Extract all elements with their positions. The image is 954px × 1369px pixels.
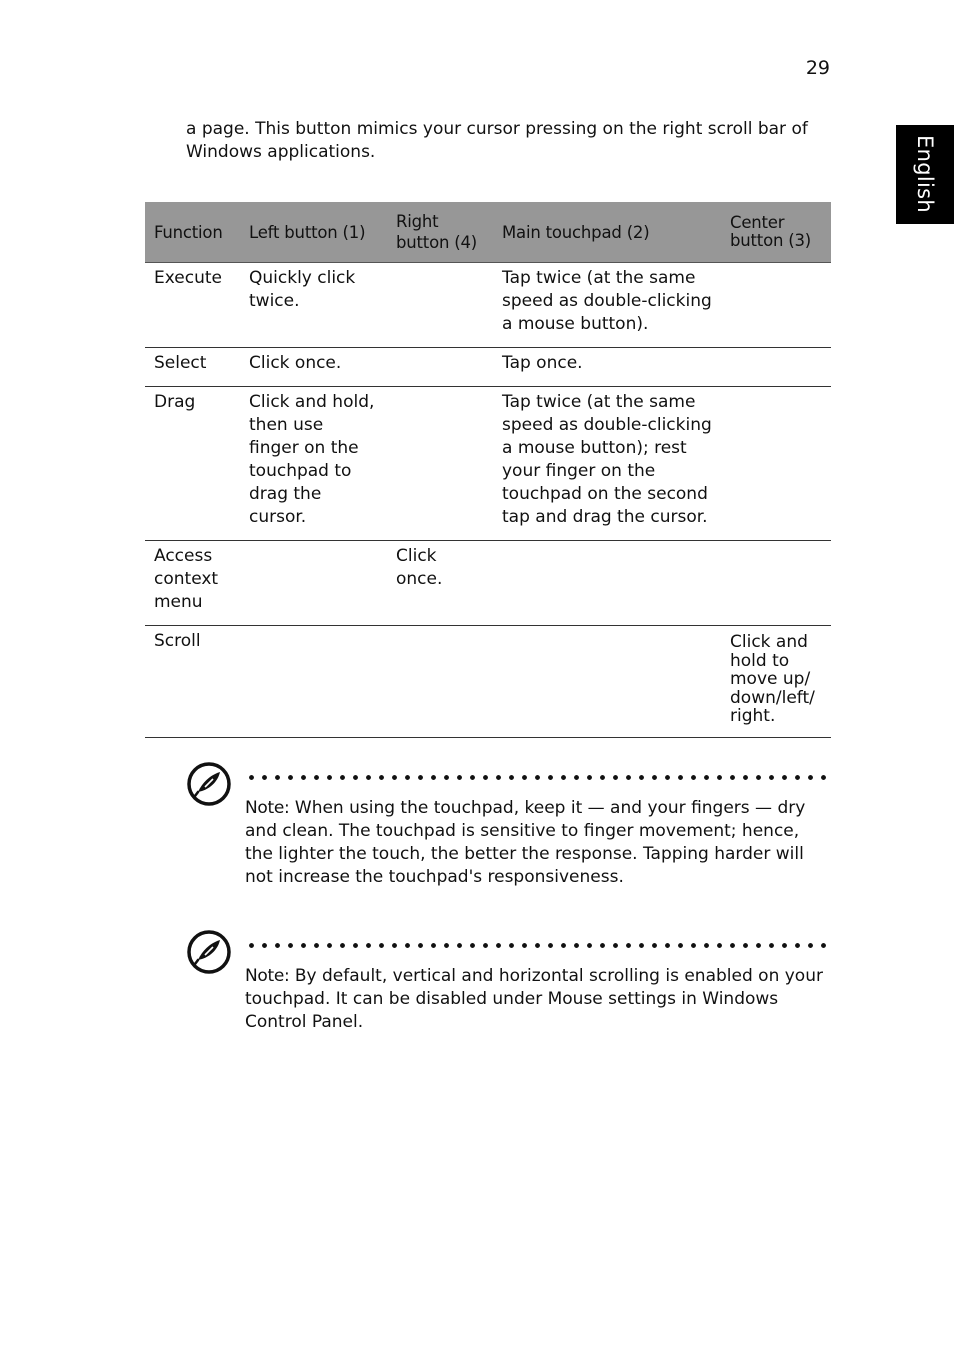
intro-paragraph: a page. This button mimics your cursor pressing on the right scroll bar of Windows applications. <box>186 119 808 162</box>
note-pen-icon <box>186 929 232 975</box>
table-cell <box>721 263 831 348</box>
table-cell <box>387 263 493 348</box>
table-cell <box>493 541 721 626</box>
table-cell <box>387 348 493 387</box>
note-label: Note: <box>245 798 290 818</box>
note-block-scrolling <box>186 929 836 1049</box>
table-header-row <box>145 202 831 263</box>
table-cell: Tap twice (at the same speed as double-clicking a mouse button). <box>493 263 721 348</box>
table-cell: Tap twice (at the same speed as double-clicking a mouse button); rest your finger on the touchpad on the second tap and drag the cursor. <box>493 387 721 541</box>
table-cell: Execute <box>145 263 240 348</box>
table-cell <box>721 348 831 387</box>
language-tab-label: English <box>913 135 937 213</box>
table-cell: Click and hold to move up/ down/left/ right. <box>721 626 831 738</box>
table-row <box>145 263 831 348</box>
note-text <box>245 797 825 889</box>
note-text <box>245 965 825 1034</box>
header-right-button: Right button (4) <box>387 202 493 263</box>
table-cell: Scroll <box>145 626 240 738</box>
note-body: When using the touchpad, keep it — and your fingers — dry and clean. The touchpad is sensitive to finger movement; hence, the lighter the touch, the better the response. Tapping harder will not increase the touchpad's responsiveness. <box>245 798 806 887</box>
table-cell: Click and hold, then use finger on the touchpad to drag the cursor. <box>240 387 387 541</box>
table-cell: Click once. <box>387 541 493 626</box>
header-function: Function <box>145 202 240 263</box>
header-left-button: Left button (1) <box>240 202 387 263</box>
header-main-touchpad: Main touchpad (2) <box>493 202 721 263</box>
header-center-button: Center button (3) <box>721 202 831 263</box>
table-cell <box>240 541 387 626</box>
table-cell: Tap once. <box>493 348 721 387</box>
table-cell <box>721 541 831 626</box>
table-cell: Quickly click twice. <box>240 263 387 348</box>
table-row <box>145 541 831 626</box>
table-row <box>145 387 831 541</box>
note-block-touchpad-care <box>186 761 836 901</box>
note-body: By default, vertical and horizontal scrolling is enabled on your touchpad. It can be disabled under Mouse settings in Windows Control Panel. <box>245 966 823 1032</box>
table-cell <box>240 626 387 738</box>
table-cell: Click once. <box>240 348 387 387</box>
note-label: Note: <box>245 966 290 986</box>
note-divider <box>245 775 830 780</box>
table-cell <box>387 387 493 541</box>
table-cell: Access context menu <box>145 541 240 626</box>
table-cell: Drag <box>145 387 240 541</box>
table-cell <box>493 626 721 738</box>
note-pen-icon <box>186 761 232 807</box>
table-row <box>145 626 831 738</box>
touchpad-function-table <box>145 202 831 738</box>
table-cell <box>387 626 493 738</box>
note-divider <box>245 943 830 948</box>
table-cell <box>721 387 831 541</box>
table-row <box>145 348 831 387</box>
table-cell: Select <box>145 348 240 387</box>
language-tab <box>896 125 954 224</box>
page-number: 29 <box>805 57 830 79</box>
